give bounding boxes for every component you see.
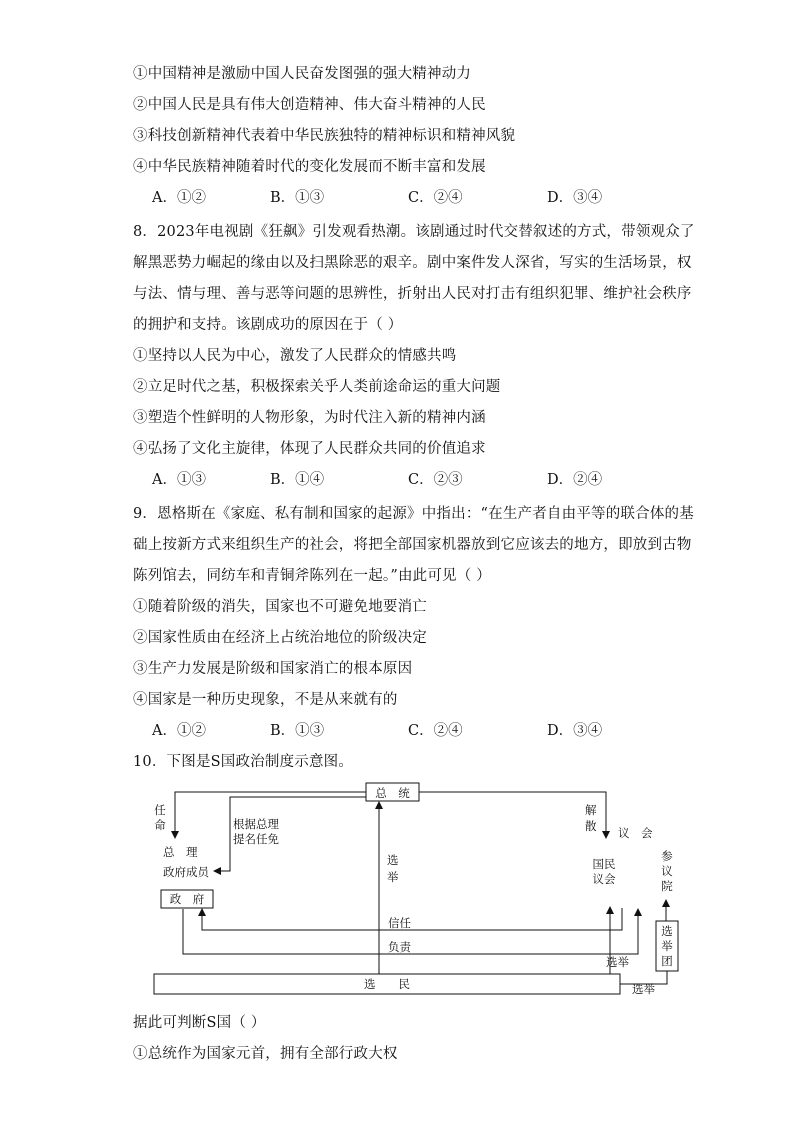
nominate-label-1: 根据总理 [233, 817, 279, 831]
q8-stem-line-3: 与法、情与理、善与恶等问题的思辨性，折射出人民对打击有组织犯罪、维护社会秩序 [133, 286, 692, 302]
responsible-label: 负责 [388, 940, 411, 954]
elect-president-label-2: 举 [387, 870, 399, 884]
q9-option-c[interactable]: C．②④ [408, 723, 463, 739]
q8-option-a[interactable]: A．①③ [152, 472, 206, 488]
q7-option-c[interactable]: C．②④ [408, 190, 463, 206]
political-system-diagram [150, 778, 690, 1000]
government-label: 政 府 [169, 892, 205, 906]
q8-option-d[interactable]: D．②④ [547, 472, 603, 488]
electoral-college-label-2: 举 [661, 939, 673, 953]
q7-option-a[interactable]: A．①② [152, 190, 206, 206]
gov-members-label: 政府成员 [163, 865, 209, 879]
q8-statement-1: ①坚持以人民为中心，激发了人民群众的情感共鸣 [133, 348, 457, 364]
electoral-college-label-3: 团 [661, 954, 673, 968]
senate-label-1: 参 [661, 849, 673, 863]
q10-stem: 10．下图是S国政治制度示意图。 [133, 754, 354, 770]
elect-assembly-label: 选举 [606, 955, 629, 969]
q8-statement-3: ③塑造个性鲜明的人物形象，为时代注入新的精神内涵 [133, 410, 486, 426]
voters-label: 选 民 [364, 977, 410, 991]
appoint-label-2: 命 [154, 818, 166, 832]
q10-after: 据此可判断S国（ ） [133, 1015, 266, 1031]
q8-stem-line-1: 8．2023年电视剧《狂飙》引发观看热潮。该剧通过时代交替叙述的方式，带领观众了 [133, 224, 695, 240]
q7-option-b[interactable]: B．①③ [270, 190, 325, 206]
national-assembly-label-1: 国民 [592, 857, 616, 871]
nominate-label-2: 提名任免 [233, 832, 279, 846]
q9-statement-2: ②国家性质由在经济上占统治地位的阶级决定 [133, 630, 427, 646]
q7-statement-1: ①中国精神是激励中国人民奋发图强的强大精神动力 [133, 66, 472, 82]
q9-statement-4: ④国家是一种历史现象，不是从来就有的 [133, 692, 398, 708]
national-assembly-label-2: 议会 [592, 872, 616, 886]
q7-statement-3: ③科技创新精神代表着中华民族独特的精神标识和精神风貌 [133, 128, 516, 144]
q9-option-b[interactable]: B．①③ [270, 723, 325, 739]
dissolve-arrow [419, 792, 606, 838]
dissolve-label-1: 解 [585, 803, 597, 817]
q9-stem-line-3: 陈列馆去，同纺车和青铜斧陈列在一起。”由此可见（ ） [133, 568, 491, 584]
senate-label-2: 议 [661, 864, 673, 878]
dissolve-label-2: 散 [585, 819, 597, 833]
q7-statement-2: ②中国人民是具有伟大创造精神、伟大奋斗精神的人民 [133, 97, 486, 113]
q10-statement-1: ①总统作为国家元首，拥有全部行政大权 [133, 1046, 398, 1062]
q8-option-b[interactable]: B．①④ [270, 472, 325, 488]
appoint-label-1: 任 [154, 803, 166, 817]
trust-arrow [202, 908, 622, 930]
president-label: 总 统 [375, 786, 410, 800]
elect-college-label: 选举 [632, 982, 655, 996]
q8-stem-line-2: 解黑恶势力崛起的缘由以及扫黑除恶的艰辛。剧中案件发人深省，写实的生活场景，权 [133, 255, 692, 271]
q9-option-d[interactable]: D．③④ [547, 723, 603, 739]
parliament-label: 议 会 [618, 826, 653, 840]
q9-statement-1: ①随着阶级的消失，国家也不可避免地要消亡 [133, 599, 427, 615]
elect-president-label-1: 选 [387, 853, 399, 867]
q8-option-c[interactable]: C．②③ [408, 472, 463, 488]
q9-statement-3: ③生产力发展是阶级和国家消亡的根本原因 [133, 661, 413, 677]
q9-stem-line-2: 础上按新方式来组织生产的社会，将把全部国家机器放到它应该去的地方，即放到古物 [133, 537, 692, 553]
q8-stem-line-4: 的拥护和支持。该剧成功的原因在于（ ） [133, 317, 403, 333]
senate-label-3: 院 [661, 879, 673, 893]
q8-statement-4: ④弘扬了文化主旋律，体现了人民群众共同的价值追求 [133, 441, 486, 457]
pm-label: 总 理 [163, 845, 198, 859]
q7-statement-4: ④中华民族精神随着时代的变化发展而不断丰富和发展 [133, 159, 486, 175]
trust-label: 信任 [388, 916, 411, 930]
q9-stem-line-1: 9．恩格斯在《家庭、私有制和国家的起源》中指出：“在生产者自由平等的联合体的基 [133, 506, 694, 522]
q8-statement-2: ②立足时代之基，积极探索关乎人类前途命运的重大问题 [133, 379, 501, 395]
q9-option-a[interactable]: A．①② [152, 723, 206, 739]
electoral-college-label-1: 选 [661, 924, 673, 938]
q7-option-d[interactable]: D．③④ [547, 190, 603, 206]
